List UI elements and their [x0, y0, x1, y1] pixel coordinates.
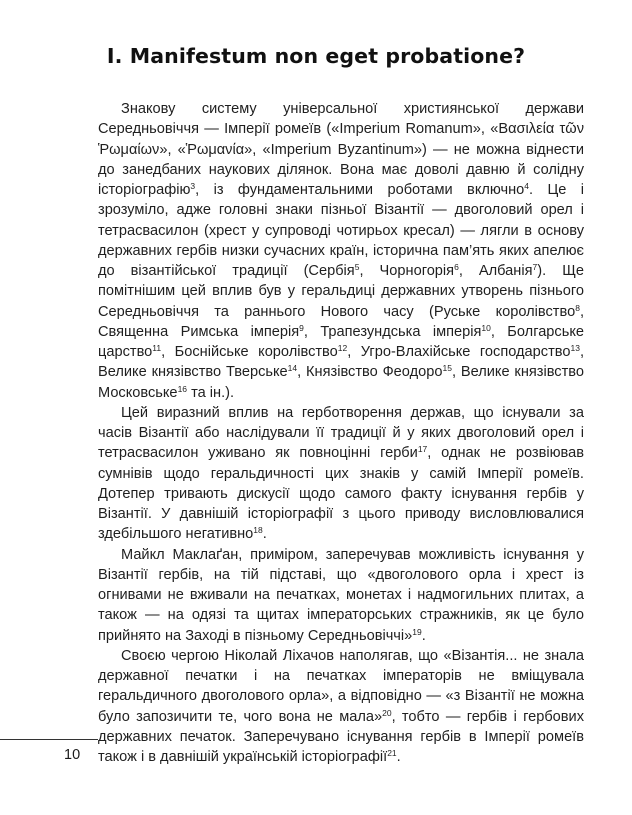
footnote-marker[interactable]: 5: [354, 262, 360, 272]
footer-rule: [0, 739, 98, 740]
paragraph-text: Цей виразний вплив на герботворення держав, що існували за часів Візантії або наслідували її традиції й у яких двоголовий орел і тетрасвасилон уживано як повноцінні герби: [98, 404, 584, 462]
footnote-marker[interactable]: 9: [299, 322, 304, 333]
footnote-marker[interactable]: 13: [570, 343, 580, 353]
body-text: [98, 99, 584, 767]
paragraph-text: .: [262, 526, 267, 543]
footnote-marker[interactable]: 4: [524, 181, 530, 191]
paragraph-text: , Болгарське царство: [98, 323, 584, 360]
footnote-marker[interactable]: 21: [387, 748, 397, 758]
footnote-marker[interactable]: 17: [417, 444, 428, 455]
paragraph-text: , Угро-Влахійське господарство: [347, 344, 571, 360]
footnote-marker[interactable]: 8: [575, 302, 580, 313]
paragraph: [98, 403, 584, 545]
paragraph-text: . Це і зрозуміло, адже головні знаки пізньої Візантії — двоголовий орел і тетрасвасилон (хрест у супроводі чотирьох кресал) — лягли в основу державних гербів низки сучасних країн, історична пам’ять яких апелює до візантійської традиції (Сербія: [98, 182, 584, 279]
paragraph-text: та ін.).: [187, 384, 235, 401]
chapter-heading: I. Manifestum non eget probatione?: [106, 44, 526, 68]
paragraph-text: ). Ще помітнішим цей вплив був у геральдиці державних утворень пізнього Середньовіччя та раннього Нового часу (Руське королівство: [98, 263, 585, 320]
footnote-marker[interactable]: 18: [253, 525, 263, 536]
footnote-marker[interactable]: 16: [177, 383, 188, 394]
footnote-marker[interactable]: 7: [532, 262, 538, 272]
paragraph-text: Знакову систему універсальної християнської держави Середньовіччя — Імперії ромеїв («Imperium Romanum», «Βασιλεία τῶν Ῥωμαίων», «Ῥωμανία», «Imperium Byzantinum») — не можна віднести до занедбаних наукових ділянок. Вона має доволі давню й солідну історіографію: [98, 101, 584, 198]
footnote-marker[interactable]: 10: [481, 322, 491, 333]
paragraph-text: , Трапезундська імперія: [303, 323, 482, 340]
paragraph: [98, 545, 584, 646]
page-number: 10: [64, 747, 81, 763]
paragraph-text: , із фундаментальними роботами включно: [195, 182, 525, 198]
footnote-marker[interactable]: 11: [152, 343, 162, 353]
paragraph-text: , однак не розвіював сумнівів щодо геральдичності цих знаків у самій Імперії ромеїв. Дотепер тривають дискусії щодо самого факту існування гербів у Візантії. У давнішій історіографії з цього приводу висловлювалися здебільшого негативно: [98, 445, 584, 543]
paragraph-text: Майкл Маклаґан, приміром, заперечував можливість існування у Візантії гербів, на тій підставі, що «двоголового орла і хрест із огнивами не вживали на печатках, монетах і надмогильних плитах, а також — на одязі та щитах імператорських стражників, як це було прийнято на Заході в пізньому Середньовіччі»: [98, 546, 584, 644]
paragraph-text: , Князівство Феодоро: [297, 364, 443, 381]
paragraph-text: Своєю чергою Ніколай Ліхачов наполягав, що «Візантія... не знала державної печатки і на печатках імператорів не вміщувала геральдичного двоголового орла», а відповідно — «з Візантії не можна було запозичити те, чого вона не мала»: [98, 647, 584, 725]
paragraph-text: , Велике князівство Московське: [98, 364, 584, 401]
paragraph-text: .: [396, 749, 401, 765]
paragraph-text: , Чорногорія: [359, 263, 455, 279]
paragraph-text: , Албанія: [458, 263, 533, 279]
footnote-marker[interactable]: 12: [337, 343, 348, 353]
footnote-marker[interactable]: 20: [382, 707, 392, 718]
footnote-marker[interactable]: 3: [190, 181, 196, 191]
paragraph-text: , Боснійське королівство: [161, 344, 338, 360]
paragraph-text: , Велике князівство Тверське: [98, 344, 584, 381]
footnote-marker[interactable]: 19: [412, 626, 422, 637]
footnote-marker[interactable]: 14: [287, 363, 298, 374]
paragraph-text: .: [421, 627, 426, 644]
paragraph: [98, 99, 584, 403]
paragraph-text: , тобто — гербів і гербових державних печаток. Заперечувано існування гербів в Імперії ромеїв також і в давнішій українській історіографії: [98, 708, 585, 765]
paragraph: [98, 646, 584, 768]
footnote-marker[interactable]: 6: [454, 262, 459, 272]
paragraph-text: , Священна Римська імперія: [98, 303, 584, 340]
footnote-marker[interactable]: 15: [442, 363, 452, 374]
